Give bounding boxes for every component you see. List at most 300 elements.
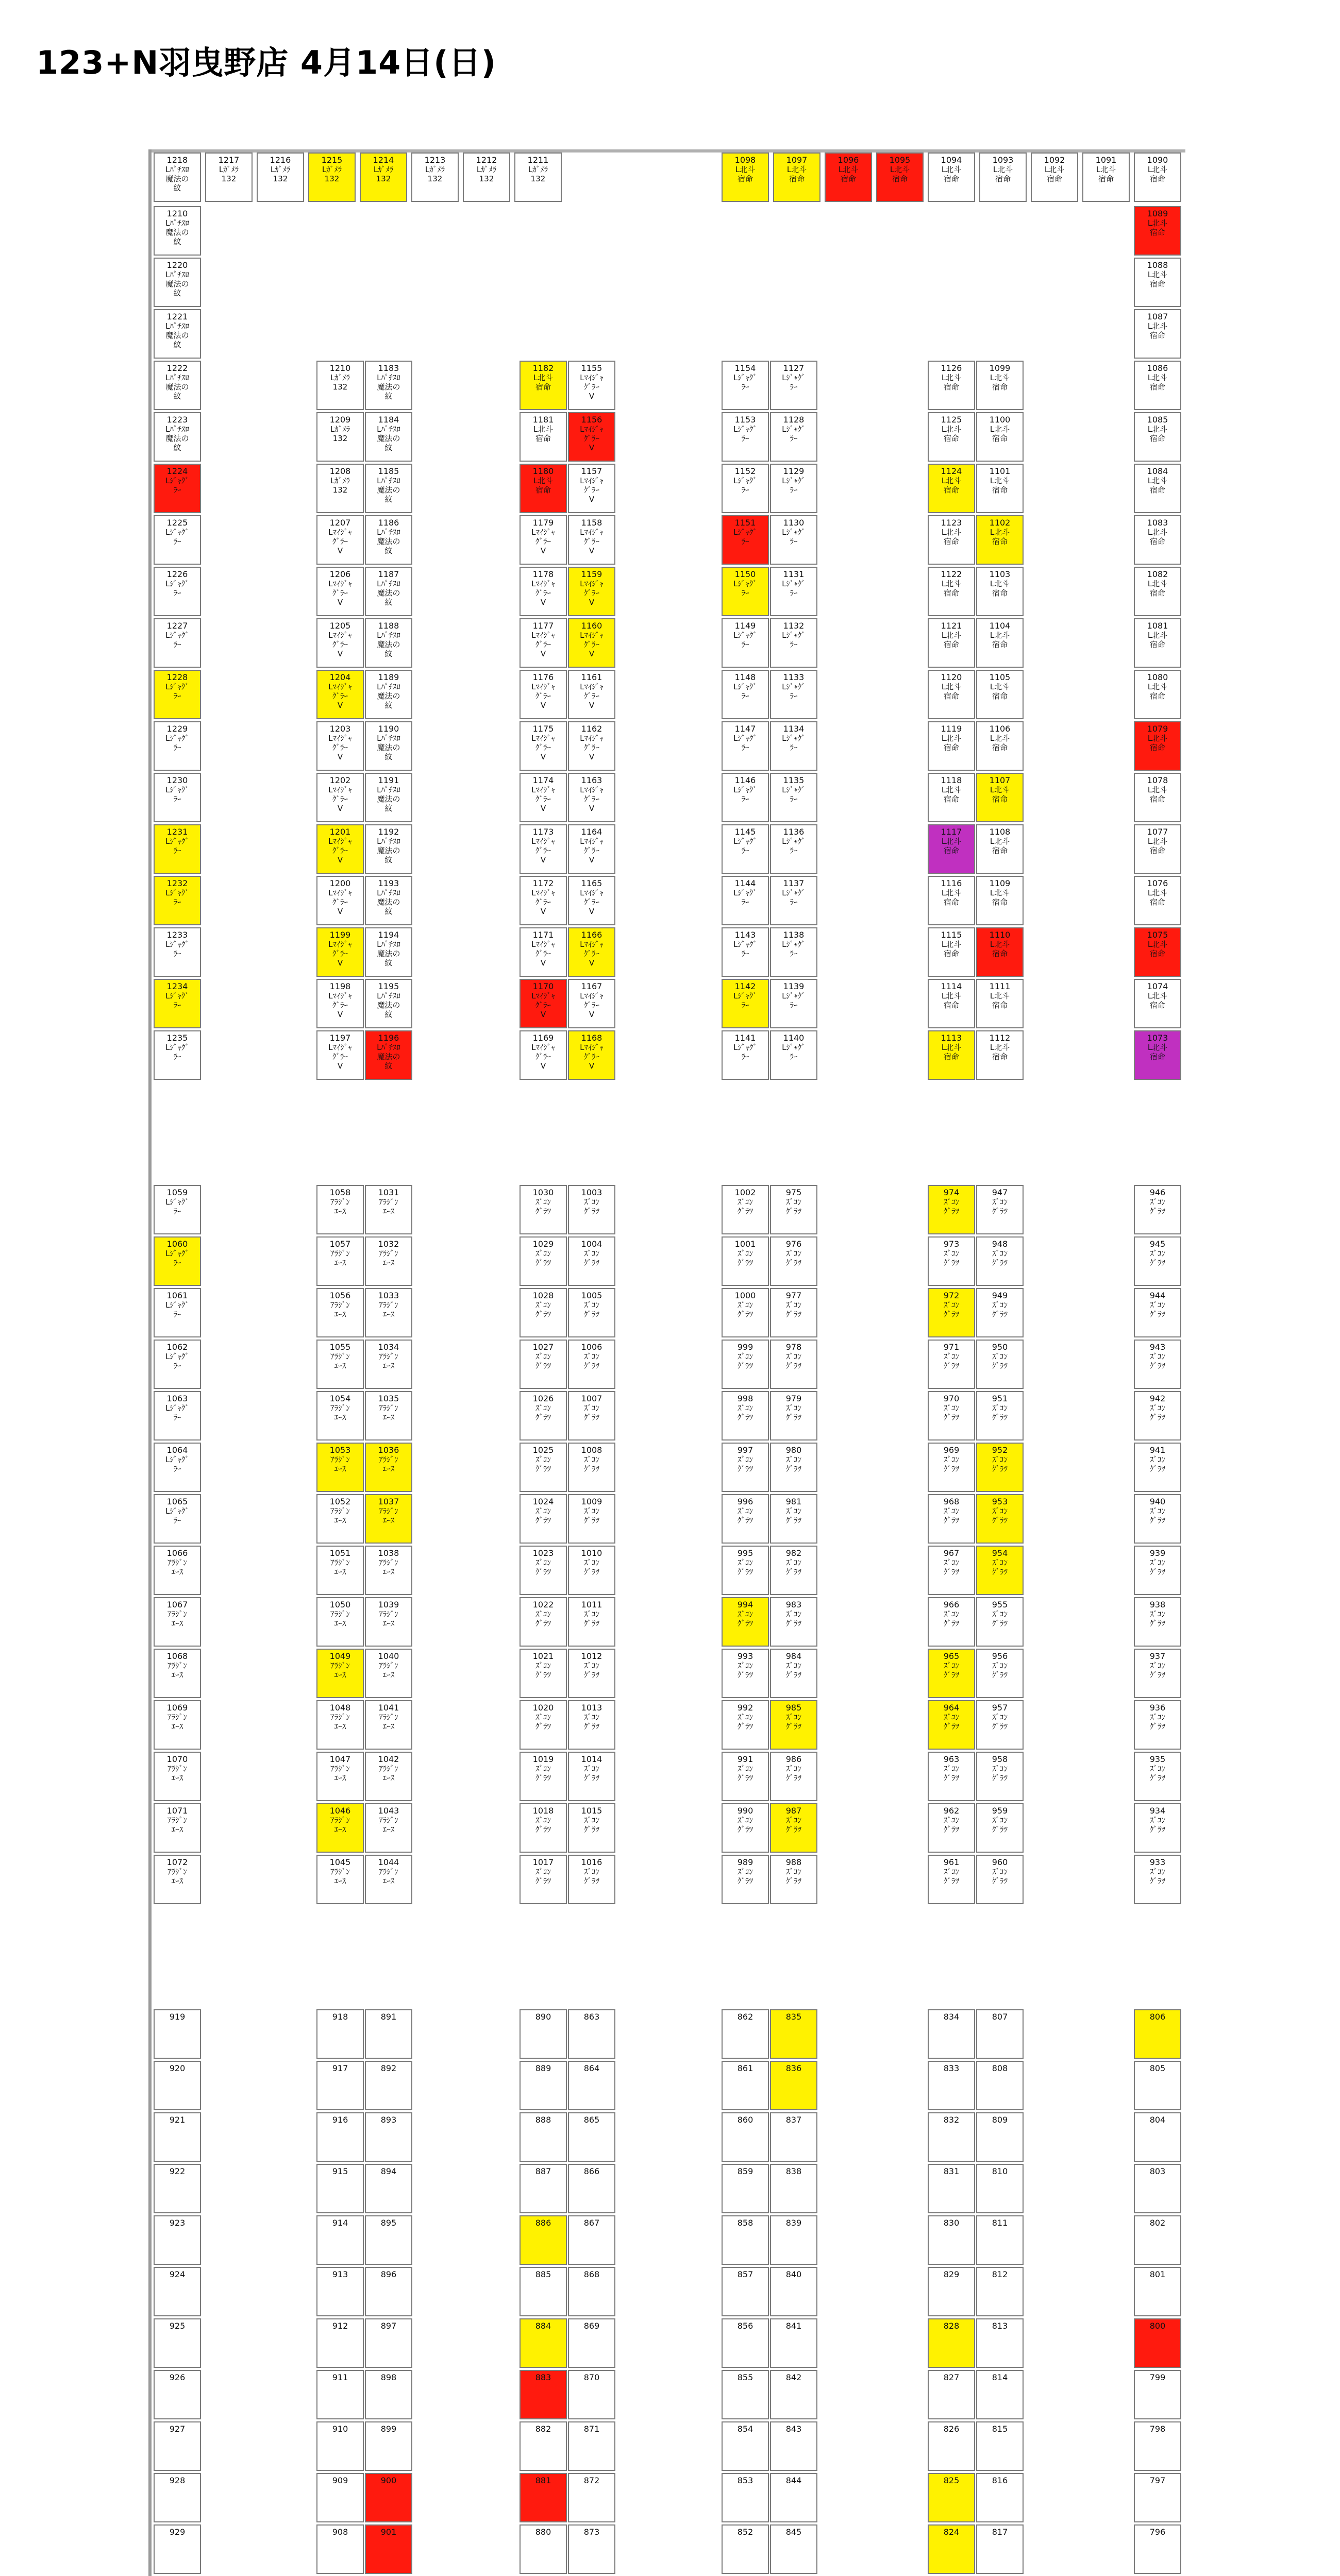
machine-model: L北斗 宿命 xyxy=(941,528,962,546)
machine-model: ｱﾗｼﾞﾝ ｴｰｽ xyxy=(379,1661,398,1680)
machine-model: ｽﾞｺﾝ ｸﾞﾗﾂ xyxy=(992,1249,1008,1267)
machine-cell xyxy=(316,1443,364,1492)
machine-number: 1066 xyxy=(166,1548,188,1558)
machine-number: 858 xyxy=(737,2218,753,2228)
machine-number: 880 xyxy=(535,2527,551,2537)
machine-number: 969 xyxy=(943,1445,960,1455)
machine-cell xyxy=(520,721,567,771)
machine-model: ｽﾞｺﾝ ｸﾞﾗﾂ xyxy=(583,1816,599,1834)
machine-number: 808 xyxy=(992,2063,1008,2073)
machine-number: 1132 xyxy=(783,621,805,631)
machine-cell xyxy=(365,2524,412,2574)
machine-cell xyxy=(722,670,769,719)
machine-number: 1120 xyxy=(941,672,962,682)
machine-number: 900 xyxy=(380,2476,397,2485)
machine-cell xyxy=(976,1494,1024,1544)
machine-cell xyxy=(365,412,412,462)
machine-number: 1158 xyxy=(581,518,602,528)
machine-number: 866 xyxy=(583,2166,600,2176)
machine-number: 1071 xyxy=(166,1806,188,1816)
machine-cell xyxy=(520,927,567,977)
machine-number: 806 xyxy=(1149,2012,1166,2022)
machine-cell xyxy=(928,1700,975,1750)
machine-model: Lﾏｲｼﾞｬ ｸﾞﾗｰ V xyxy=(531,888,555,916)
machine-number: 1033 xyxy=(378,1291,399,1300)
machine-number: 901 xyxy=(380,2527,397,2537)
machine-model: Lｼﾞｬｸﾞ ﾗｰ xyxy=(733,734,757,752)
machine-cell xyxy=(722,1443,769,1492)
machine-number: 1172 xyxy=(532,878,554,888)
machine-number: 894 xyxy=(380,2166,397,2176)
machine-model: Lﾏｲｼﾞｬ ｸﾞﾗｰ V xyxy=(531,991,555,1019)
machine-model: ｽﾞｺﾝ ｸﾞﾗﾂ xyxy=(535,1506,551,1525)
machine-number: 1215 xyxy=(321,155,343,165)
machine-number: 1010 xyxy=(581,1548,602,1558)
machine-model: ｱﾗｼﾞﾝ ｴｰｽ xyxy=(379,1867,398,1886)
machine-number: 1108 xyxy=(989,827,1011,837)
machine-model: ｽﾞｺﾝ ｸﾞﾗﾂ xyxy=(785,1609,801,1628)
machine-number: 1048 xyxy=(329,1703,351,1713)
machine-number: 852 xyxy=(737,2527,753,2537)
machine-cell xyxy=(154,876,201,925)
machine-cell xyxy=(976,2112,1024,2162)
machine-model: Lｼﾞｬｸﾞ ﾗｰ xyxy=(733,785,757,804)
machine-model: Lｼﾞｬｸﾞ ﾗｰ xyxy=(782,785,806,804)
machine-number: 797 xyxy=(1149,2476,1166,2485)
machine-cell xyxy=(928,361,975,410)
machine-cell xyxy=(976,1546,1024,1595)
machine-cell xyxy=(1134,2061,1181,2110)
machine-cell xyxy=(1134,927,1181,977)
machine-cell xyxy=(568,1288,615,1337)
machine-model: Lｼﾞｬｸﾞ ﾗｰ xyxy=(165,1249,189,1267)
machine-model: Lｼﾞｬｸﾞ ﾗｰ xyxy=(733,991,757,1010)
machine-number: 1026 xyxy=(532,1394,554,1403)
machine-cell xyxy=(928,2061,975,2110)
machine-number: 1064 xyxy=(166,1445,188,1455)
machine-cell xyxy=(976,1803,1024,1853)
machine-cell xyxy=(568,2164,615,2213)
machine-number: 1018 xyxy=(532,1806,554,1816)
machine-cell xyxy=(154,515,201,565)
machine-model: L北斗 宿命 xyxy=(1147,528,1168,546)
machine-cell xyxy=(520,515,567,565)
machine-number: 943 xyxy=(1149,1342,1166,1352)
machine-cell xyxy=(976,1236,1024,1286)
machine-number: 986 xyxy=(785,1754,802,1764)
machine-cell xyxy=(365,1649,412,1698)
machine-model: Lｼﾞｬｸﾞ ﾗｰ xyxy=(782,579,806,598)
machine-model: ｽﾞｺﾝ ｸﾞﾗﾂ xyxy=(785,1455,801,1473)
machine-number: 1114 xyxy=(941,981,962,991)
machine-cell xyxy=(316,618,364,668)
machine-number: 1118 xyxy=(941,775,962,785)
machine-cell xyxy=(976,670,1024,719)
machine-number: 957 xyxy=(992,1703,1008,1713)
machine-number: 1019 xyxy=(532,1754,554,1764)
machine-cell xyxy=(770,361,817,410)
machine-cell xyxy=(568,1340,615,1389)
machine-number: 1182 xyxy=(532,363,554,373)
machine-number: 1029 xyxy=(532,1239,554,1249)
machine-model: Lｼﾞｬｸﾞ ﾗｰ xyxy=(165,476,189,495)
machine-cell xyxy=(770,2061,817,2110)
machine-model: Lﾏｲｼﾞｬ ｸﾞﾗｰ V xyxy=(328,940,352,968)
machine-cell xyxy=(722,1236,769,1286)
machine-cell xyxy=(976,773,1024,822)
machine-model: Lﾏｲｼﾞｬ ｸﾞﾗｰ V xyxy=(328,785,352,813)
machine-model: L北斗 宿命 xyxy=(990,785,1010,804)
machine-number: 1227 xyxy=(166,621,188,631)
machine-model: Lｼﾞｬｸﾞ ﾗｰ xyxy=(733,837,757,855)
machine-model: Lﾏｲｼﾞｬ ｸﾞﾗｰ V xyxy=(328,682,352,710)
machine-number: 998 xyxy=(737,1394,753,1403)
machine-cell xyxy=(520,1030,567,1080)
machine-number: 1196 xyxy=(378,1033,399,1043)
machine-cell xyxy=(722,1752,769,1801)
machine-model: L北斗 宿命 xyxy=(941,373,962,392)
machine-model: Lﾏｲｼﾞｬ ｸﾞﾗｰ V xyxy=(328,1043,352,1071)
machine-model: Lﾊﾟﾁｽﾛ 魔法の 紋 xyxy=(377,476,400,504)
machine-model: L北斗 宿命 xyxy=(941,940,962,958)
machine-model: L北斗 宿命 xyxy=(990,631,1010,649)
machine-number: 871 xyxy=(583,2424,600,2434)
machine-cell xyxy=(976,1030,1024,1080)
machine-number: 1086 xyxy=(1147,363,1168,373)
machine-model: ｱﾗｼﾞﾝ ｴｰｽ xyxy=(167,1609,187,1628)
machine-model: L北斗 宿命 xyxy=(1147,476,1168,495)
machine-cell xyxy=(1134,1236,1181,1286)
machine-number: 924 xyxy=(169,2269,186,2279)
machine-model: ｽﾞｺﾝ ｸﾞﾗﾂ xyxy=(583,1403,599,1422)
machine-cell xyxy=(928,2267,975,2316)
machine-model: L北斗 宿命 xyxy=(838,165,859,183)
machine-model: Lｼﾞｬｸﾞ ﾗｰ xyxy=(733,373,757,392)
machine-number: 919 xyxy=(169,2012,186,2022)
machine-cell xyxy=(770,1855,817,1904)
machine-cell xyxy=(770,618,817,668)
machine-model: L北斗 宿命 xyxy=(1147,837,1168,855)
machine-cell xyxy=(154,2164,201,2213)
machine-number: 1217 xyxy=(218,155,240,165)
machine-model: ｽﾞｺﾝ ｸﾞﾗﾂ xyxy=(535,1352,551,1370)
machine-number: 1197 xyxy=(329,1033,351,1043)
machine-cell xyxy=(928,2421,975,2471)
machine-cell xyxy=(568,1855,615,1904)
machine-model: ｽﾞｺﾝ ｸﾞﾗﾂ xyxy=(943,1249,959,1267)
machine-model: ｽﾞｺﾝ ｸﾞﾗﾂ xyxy=(992,1713,1008,1731)
machine-cell xyxy=(928,1340,975,1389)
machine-number: 1008 xyxy=(581,1445,602,1455)
machine-number: 971 xyxy=(943,1342,960,1352)
machine-cell xyxy=(770,773,817,822)
machine-model: ｽﾞｺﾝ ｸﾞﾗﾂ xyxy=(992,1867,1008,1886)
machine-cell xyxy=(976,1340,1024,1389)
machine-cell xyxy=(154,567,201,616)
machine-model: L北斗 宿命 xyxy=(941,837,962,855)
machine-number: 1154 xyxy=(734,363,756,373)
machine-number: 1174 xyxy=(532,775,554,785)
machine-number: 1065 xyxy=(166,1497,188,1506)
machine-number: 859 xyxy=(737,2166,753,2176)
machine-cell xyxy=(568,1752,615,1801)
machine-cell xyxy=(365,2112,412,2162)
machine-number: 1209 xyxy=(329,415,351,425)
machine-number: 1046 xyxy=(329,1806,351,1816)
machine-cell xyxy=(722,1700,769,1750)
machine-model: Lﾊﾟﾁｽﾛ 魔法の 紋 xyxy=(377,631,400,658)
machine-model: Lﾏｲｼﾞｬ ｸﾞﾗｰ V xyxy=(531,682,555,710)
machine-cell xyxy=(722,2421,769,2471)
machine-cell xyxy=(568,2318,615,2368)
machine-model: Lﾊﾟﾁｽﾛ 魔法の 紋 xyxy=(377,734,400,761)
machine-model: Lﾊﾟﾁｽﾛ 魔法の 紋 xyxy=(377,1043,400,1071)
machine-number: 1075 xyxy=(1147,930,1168,940)
machine-cell xyxy=(520,1288,567,1337)
machine-model: ｽﾞｺﾝ ｸﾞﾗﾂ xyxy=(737,1455,753,1473)
machine-number: 1036 xyxy=(378,1445,399,1455)
machine-cell xyxy=(770,876,817,925)
machine-cell xyxy=(928,2318,975,2368)
machine-number: 1200 xyxy=(329,878,351,888)
machine-cell xyxy=(1134,361,1181,410)
machine-number: 1162 xyxy=(581,724,602,734)
machine-cell xyxy=(722,412,769,462)
machine-model: Lﾏｲｼﾞｬ ｸﾞﾗｰ V xyxy=(531,579,555,607)
machine-number: 934 xyxy=(1149,1806,1166,1816)
machine-model: Lｼﾞｬｸﾞ ﾗｰ xyxy=(782,991,806,1010)
machine-cell xyxy=(568,464,615,513)
machine-cell xyxy=(770,670,817,719)
machine-cell xyxy=(928,567,975,616)
machine-number: 1153 xyxy=(734,415,756,425)
machine-number: 1165 xyxy=(581,878,602,888)
machine-number: 941 xyxy=(1149,1445,1166,1455)
machine-model: ｽﾞｺﾝ ｸﾞﾗﾂ xyxy=(943,1867,959,1886)
machine-number: 1175 xyxy=(532,724,554,734)
machine-cell xyxy=(722,2473,769,2522)
machine-model: L北斗 宿命 xyxy=(990,476,1010,495)
machine-cell xyxy=(520,2421,567,2471)
machine-number: 1117 xyxy=(941,827,962,837)
machine-cell xyxy=(316,979,364,1028)
machine-cell xyxy=(154,1236,201,1286)
machine-cell xyxy=(722,1649,769,1698)
machine-number: 1020 xyxy=(532,1703,554,1713)
machine-model: ｽﾞｺﾝ ｸﾞﾗﾂ xyxy=(943,1352,959,1370)
machine-number: 802 xyxy=(1149,2218,1166,2228)
machine-number: 1211 xyxy=(527,155,549,165)
machine-number: 1009 xyxy=(581,1497,602,1506)
machine-cell xyxy=(568,1391,615,1440)
machine-model: Lｼﾞｬｸﾞ ﾗｰ xyxy=(733,940,757,958)
machine-cell xyxy=(520,1391,567,1440)
machine-cell xyxy=(316,1649,364,1698)
machine-number: 983 xyxy=(785,1600,802,1609)
machine-model: ｽﾞｺﾝ ｸﾞﾗﾂ xyxy=(1149,1713,1165,1731)
machine-cell xyxy=(316,412,364,462)
machine-cell xyxy=(365,1597,412,1647)
machine-model: L北斗 宿命 xyxy=(941,476,962,495)
machine-model: ｱﾗｼﾞﾝ ｴｰｽ xyxy=(330,1713,350,1731)
machine-number: 1148 xyxy=(734,672,756,682)
machine-model: L北斗 宿命 xyxy=(533,476,554,495)
machine-cell xyxy=(365,1443,412,1492)
machine-cell xyxy=(520,2009,567,2059)
machine-number: 1234 xyxy=(166,981,188,991)
machine-model: Lｼﾞｬｸﾞ ﾗｰ xyxy=(733,425,757,443)
machine-cell xyxy=(154,979,201,1028)
machine-model: ｱﾗｼﾞﾝ ｴｰｽ xyxy=(330,1403,350,1422)
machine-number: 908 xyxy=(332,2527,348,2537)
machine-number: 1107 xyxy=(989,775,1011,785)
machine-cell xyxy=(154,206,201,256)
machine-cell xyxy=(770,1443,817,1492)
machine-number: 1133 xyxy=(783,672,805,682)
machine-number: 1063 xyxy=(166,1394,188,1403)
machine-model: Lｼﾞｬｸﾞ ﾗｰ xyxy=(782,888,806,907)
machine-model: Lﾊﾟﾁｽﾛ 魔法の 紋 xyxy=(377,888,400,916)
machine-number: 1150 xyxy=(734,569,756,579)
machine-cell xyxy=(154,2061,201,2110)
machine-cell xyxy=(365,2473,412,2522)
machine-cell xyxy=(520,1494,567,1544)
machine-cell xyxy=(154,1700,201,1750)
machine-cell xyxy=(770,1700,817,1750)
machine-number: 1194 xyxy=(378,930,399,940)
machine-model: ｱﾗｼﾞﾝ ｴｰｽ xyxy=(167,1867,187,1886)
machine-number: 1235 xyxy=(166,1033,188,1043)
machine-number: 1159 xyxy=(581,569,602,579)
machine-cell xyxy=(154,2421,201,2471)
machine-cell xyxy=(976,618,1024,668)
machine-cell xyxy=(1134,2318,1181,2368)
machine-cell xyxy=(722,927,769,977)
machine-cell xyxy=(976,721,1024,771)
machine-number: 898 xyxy=(380,2372,397,2382)
machine-number: 1047 xyxy=(329,1754,351,1764)
machine-number: 881 xyxy=(535,2476,551,2485)
machine-model: Lﾊﾟﾁｽﾛ 魔法の 紋 xyxy=(165,165,189,193)
machine-cell xyxy=(722,2164,769,2213)
machine-number: 937 xyxy=(1149,1651,1166,1661)
machine-number: 1186 xyxy=(378,518,399,528)
machine-model: L北斗 宿命 xyxy=(990,682,1010,701)
machine-number: 816 xyxy=(992,2476,1008,2485)
machine-number: 1069 xyxy=(166,1703,188,1713)
machine-cell xyxy=(154,618,201,668)
machine-cell xyxy=(770,2112,817,2162)
machine-number: 1096 xyxy=(837,155,859,165)
machine-number: 951 xyxy=(992,1394,1008,1403)
machine-model: Lﾏｲｼﾞｬ ｸﾞﾗｰ V xyxy=(328,579,352,607)
machine-cell xyxy=(365,979,412,1028)
machine-number: 952 xyxy=(992,1445,1008,1455)
machine-number: 1144 xyxy=(734,878,756,888)
machine-cell xyxy=(1134,824,1181,874)
machine-number: 1051 xyxy=(329,1548,351,1558)
machine-model: Lﾊﾟﾁｽﾛ 魔法の 紋 xyxy=(377,528,400,555)
machine-cell xyxy=(976,412,1024,462)
machine-number: 796 xyxy=(1149,2527,1166,2537)
machine-number: 1218 xyxy=(166,155,188,165)
machine-number: 959 xyxy=(992,1806,1008,1816)
machine-cell xyxy=(365,2318,412,2368)
machine-model: ｱﾗｼﾞﾝ ｴｰｽ xyxy=(330,1558,350,1577)
machine-number: 1140 xyxy=(783,1033,805,1043)
machine-cell xyxy=(154,927,201,977)
machine-model: Lﾏｲｼﾞｬ ｸﾞﾗｰ V xyxy=(580,682,604,710)
machine-cell xyxy=(154,2524,201,2574)
machine-cell xyxy=(928,721,975,771)
machine-cell xyxy=(568,721,615,771)
machine-number: 1160 xyxy=(581,621,602,631)
machine-model: ｱﾗｼﾞﾝ ｴｰｽ xyxy=(167,1713,187,1731)
machine-model: Lﾊﾟﾁｽﾛ 魔法の 紋 xyxy=(377,579,400,607)
machine-model: Lｼﾞｬｸﾞ ﾗｰ xyxy=(165,1455,189,1473)
machine-cell xyxy=(154,2009,201,2059)
machine-model: L北斗 宿命 xyxy=(941,785,962,804)
machine-cell xyxy=(316,1752,364,1801)
machine-cell xyxy=(1134,2473,1181,2522)
machine-cell xyxy=(928,876,975,925)
machine-cell xyxy=(770,1236,817,1286)
machine-cell xyxy=(722,2318,769,2368)
machine-number: 1139 xyxy=(783,981,805,991)
machine-number: 936 xyxy=(1149,1703,1166,1713)
machine-cell xyxy=(722,2370,769,2419)
machine-number: 896 xyxy=(380,2269,397,2279)
machine-cell xyxy=(976,2421,1024,2471)
machine-model: Lｼﾞｬｸﾞ ﾗｰ xyxy=(782,631,806,649)
machine-model: Lｶﾞﾒﾗ 132 xyxy=(373,165,394,183)
machine-cell xyxy=(316,1185,364,1234)
machine-model: Lｼﾞｬｸﾞ ﾗｰ xyxy=(733,1043,757,1061)
machine-number: 1083 xyxy=(1147,518,1168,528)
machine-number: 949 xyxy=(992,1291,1008,1300)
machine-model: ｽﾞｺﾝ ｸﾞﾗﾂ xyxy=(943,1403,959,1422)
machine-cell xyxy=(976,567,1024,616)
machine-cell xyxy=(365,1803,412,1853)
machine-cell xyxy=(568,1803,615,1853)
machine-cell xyxy=(316,2009,364,2059)
machine-cell xyxy=(520,2215,567,2265)
machine-cell xyxy=(154,1288,201,1337)
machine-number: 1040 xyxy=(378,1651,399,1661)
machine-number: 1004 xyxy=(581,1239,602,1249)
machine-model: ｽﾞｺﾝ ｸﾞﾗﾂ xyxy=(535,1764,551,1783)
machine-cell xyxy=(154,1185,201,1234)
machine-model: ｽﾞｺﾝ ｸﾞﾗﾂ xyxy=(737,1609,753,1628)
machine-cell xyxy=(568,876,615,925)
machine-number: 1170 xyxy=(532,981,554,991)
machine-cell xyxy=(316,567,364,616)
machine-number: 1199 xyxy=(329,930,351,940)
machine-cell xyxy=(1134,2009,1181,2059)
machine-cell xyxy=(976,824,1024,874)
machine-model: L北斗 宿命 xyxy=(941,682,962,701)
machine-number: 873 xyxy=(583,2527,600,2537)
machine-model: ｱﾗｼﾞﾝ ｴｰｽ xyxy=(379,1764,398,1783)
machine-number: 961 xyxy=(943,1857,960,1867)
machine-model: ｽﾞｺﾝ ｸﾞﾗﾂ xyxy=(535,1867,551,1886)
machine-model: Lｼﾞｬｸﾞ ﾗｰ xyxy=(165,1506,189,1525)
machine-number: 1024 xyxy=(532,1497,554,1506)
machine-number: 965 xyxy=(943,1651,960,1661)
machine-model: Lﾏｲｼﾞｬ ｸﾞﾗｰ V xyxy=(580,1043,604,1071)
machine-model: L北斗 宿命 xyxy=(990,425,1010,443)
machine-number: 1057 xyxy=(329,1239,351,1249)
